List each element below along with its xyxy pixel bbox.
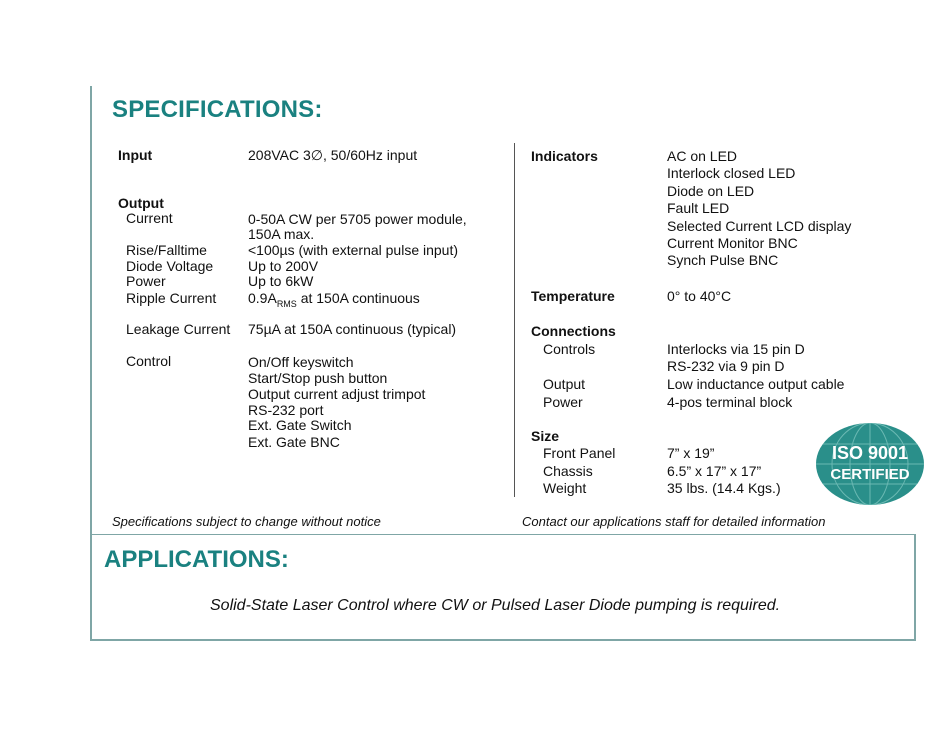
control-item: Ext. Gate BNC [248, 434, 340, 450]
diode-voltage-value: Up to 200V [248, 258, 319, 274]
current-value-line2: 150A max. [248, 226, 315, 242]
indicators-label: Indicators [531, 148, 598, 164]
power-connection-label: Power [543, 394, 583, 410]
indicator-item: Fault LED [667, 200, 730, 216]
control-item: RS-232 port [248, 402, 324, 418]
rise-falltime-value: <100µs (with external pulse input) [248, 242, 459, 258]
specifications-heading: SPECIFICATIONS: [112, 96, 323, 123]
column-divider [514, 143, 515, 497]
output-connection-value: Low inductance output cable [667, 376, 845, 392]
iso-badge-line2: CERTIFIED [830, 466, 910, 483]
indicator-item: Synch Pulse BNC [667, 252, 779, 268]
temperature-label: Temperature [531, 288, 615, 304]
leakage-current-value: 75µA at 150A continuous (typical) [248, 321, 457, 337]
rise-falltime-label: Rise/Falltime [126, 242, 207, 258]
control-label: Control [126, 353, 172, 369]
power-connection-value: 4-pos terminal block [667, 394, 793, 410]
control-item: Start/Stop push button [248, 370, 388, 386]
indicator-item: Diode on LED [667, 183, 755, 199]
applications-text: Solid-State Laser Control where CW or Pulsed Laser Diode pumping is required. [210, 597, 781, 614]
spec-footer-left: Specifications subject to change without notice [112, 514, 381, 529]
current-value-line1: 0-50A CW per 5705 power module, [248, 211, 467, 227]
chassis-value: 6.5” x 17” x 17” [667, 463, 762, 479]
iso-9001-certified-badge [814, 421, 926, 507]
size-label: Size [531, 428, 560, 444]
applications-heading: APPLICATIONS: [104, 546, 289, 573]
output-label: Output [118, 195, 164, 211]
output-connection-label: Output [543, 376, 586, 392]
current-label: Current [126, 210, 173, 226]
controls-value-line2: RS-232 via 9 pin D [667, 358, 785, 374]
control-item: Output current adjust trimpot [248, 386, 426, 402]
spec-footer-right: Contact our applications staff for detailed information [522, 514, 826, 529]
power-label: Power [126, 273, 166, 289]
diode-voltage-label: Diode Voltage [126, 258, 214, 274]
weight-label: Weight [543, 480, 587, 496]
indicator-item: Interlock closed LED [667, 165, 796, 181]
ripple-current-value: $0.9A_{RMS}$ at 150A continuous [248, 290, 420, 309]
input-label: Input [118, 147, 153, 163]
controls-label: Controls [543, 341, 596, 357]
indicator-item: Current Monitor BNC [667, 235, 798, 251]
input-value: 208VAC 3∅, 50/60Hz input [248, 147, 418, 163]
ripple-current-label: Ripple Current [126, 290, 217, 306]
control-item: Ext. Gate Switch [248, 417, 352, 433]
spec-left-rule [90, 86, 92, 534]
front-panel-value: 7” x 19” [667, 445, 715, 461]
control-item: On/Off keyswitch [248, 354, 354, 370]
leakage-current-label: Leakage Current [126, 321, 231, 337]
temperature-value: 0° to 40°C [667, 288, 732, 304]
indicator-item: Selected Current LCD display [667, 218, 852, 234]
power-value: Up to 6kW [248, 273, 314, 289]
indicator-item: AC on LED [667, 148, 738, 164]
front-panel-label: Front Panel [543, 445, 616, 461]
connections-label: Connections [531, 323, 616, 339]
iso-badge-line1: ISO 9001 [831, 443, 909, 463]
weight-value: 35 lbs. (14.4 Kgs.) [667, 480, 781, 496]
chassis-label: Chassis [543, 463, 593, 479]
controls-value-line1: Interlocks via 15 pin D [667, 341, 805, 357]
